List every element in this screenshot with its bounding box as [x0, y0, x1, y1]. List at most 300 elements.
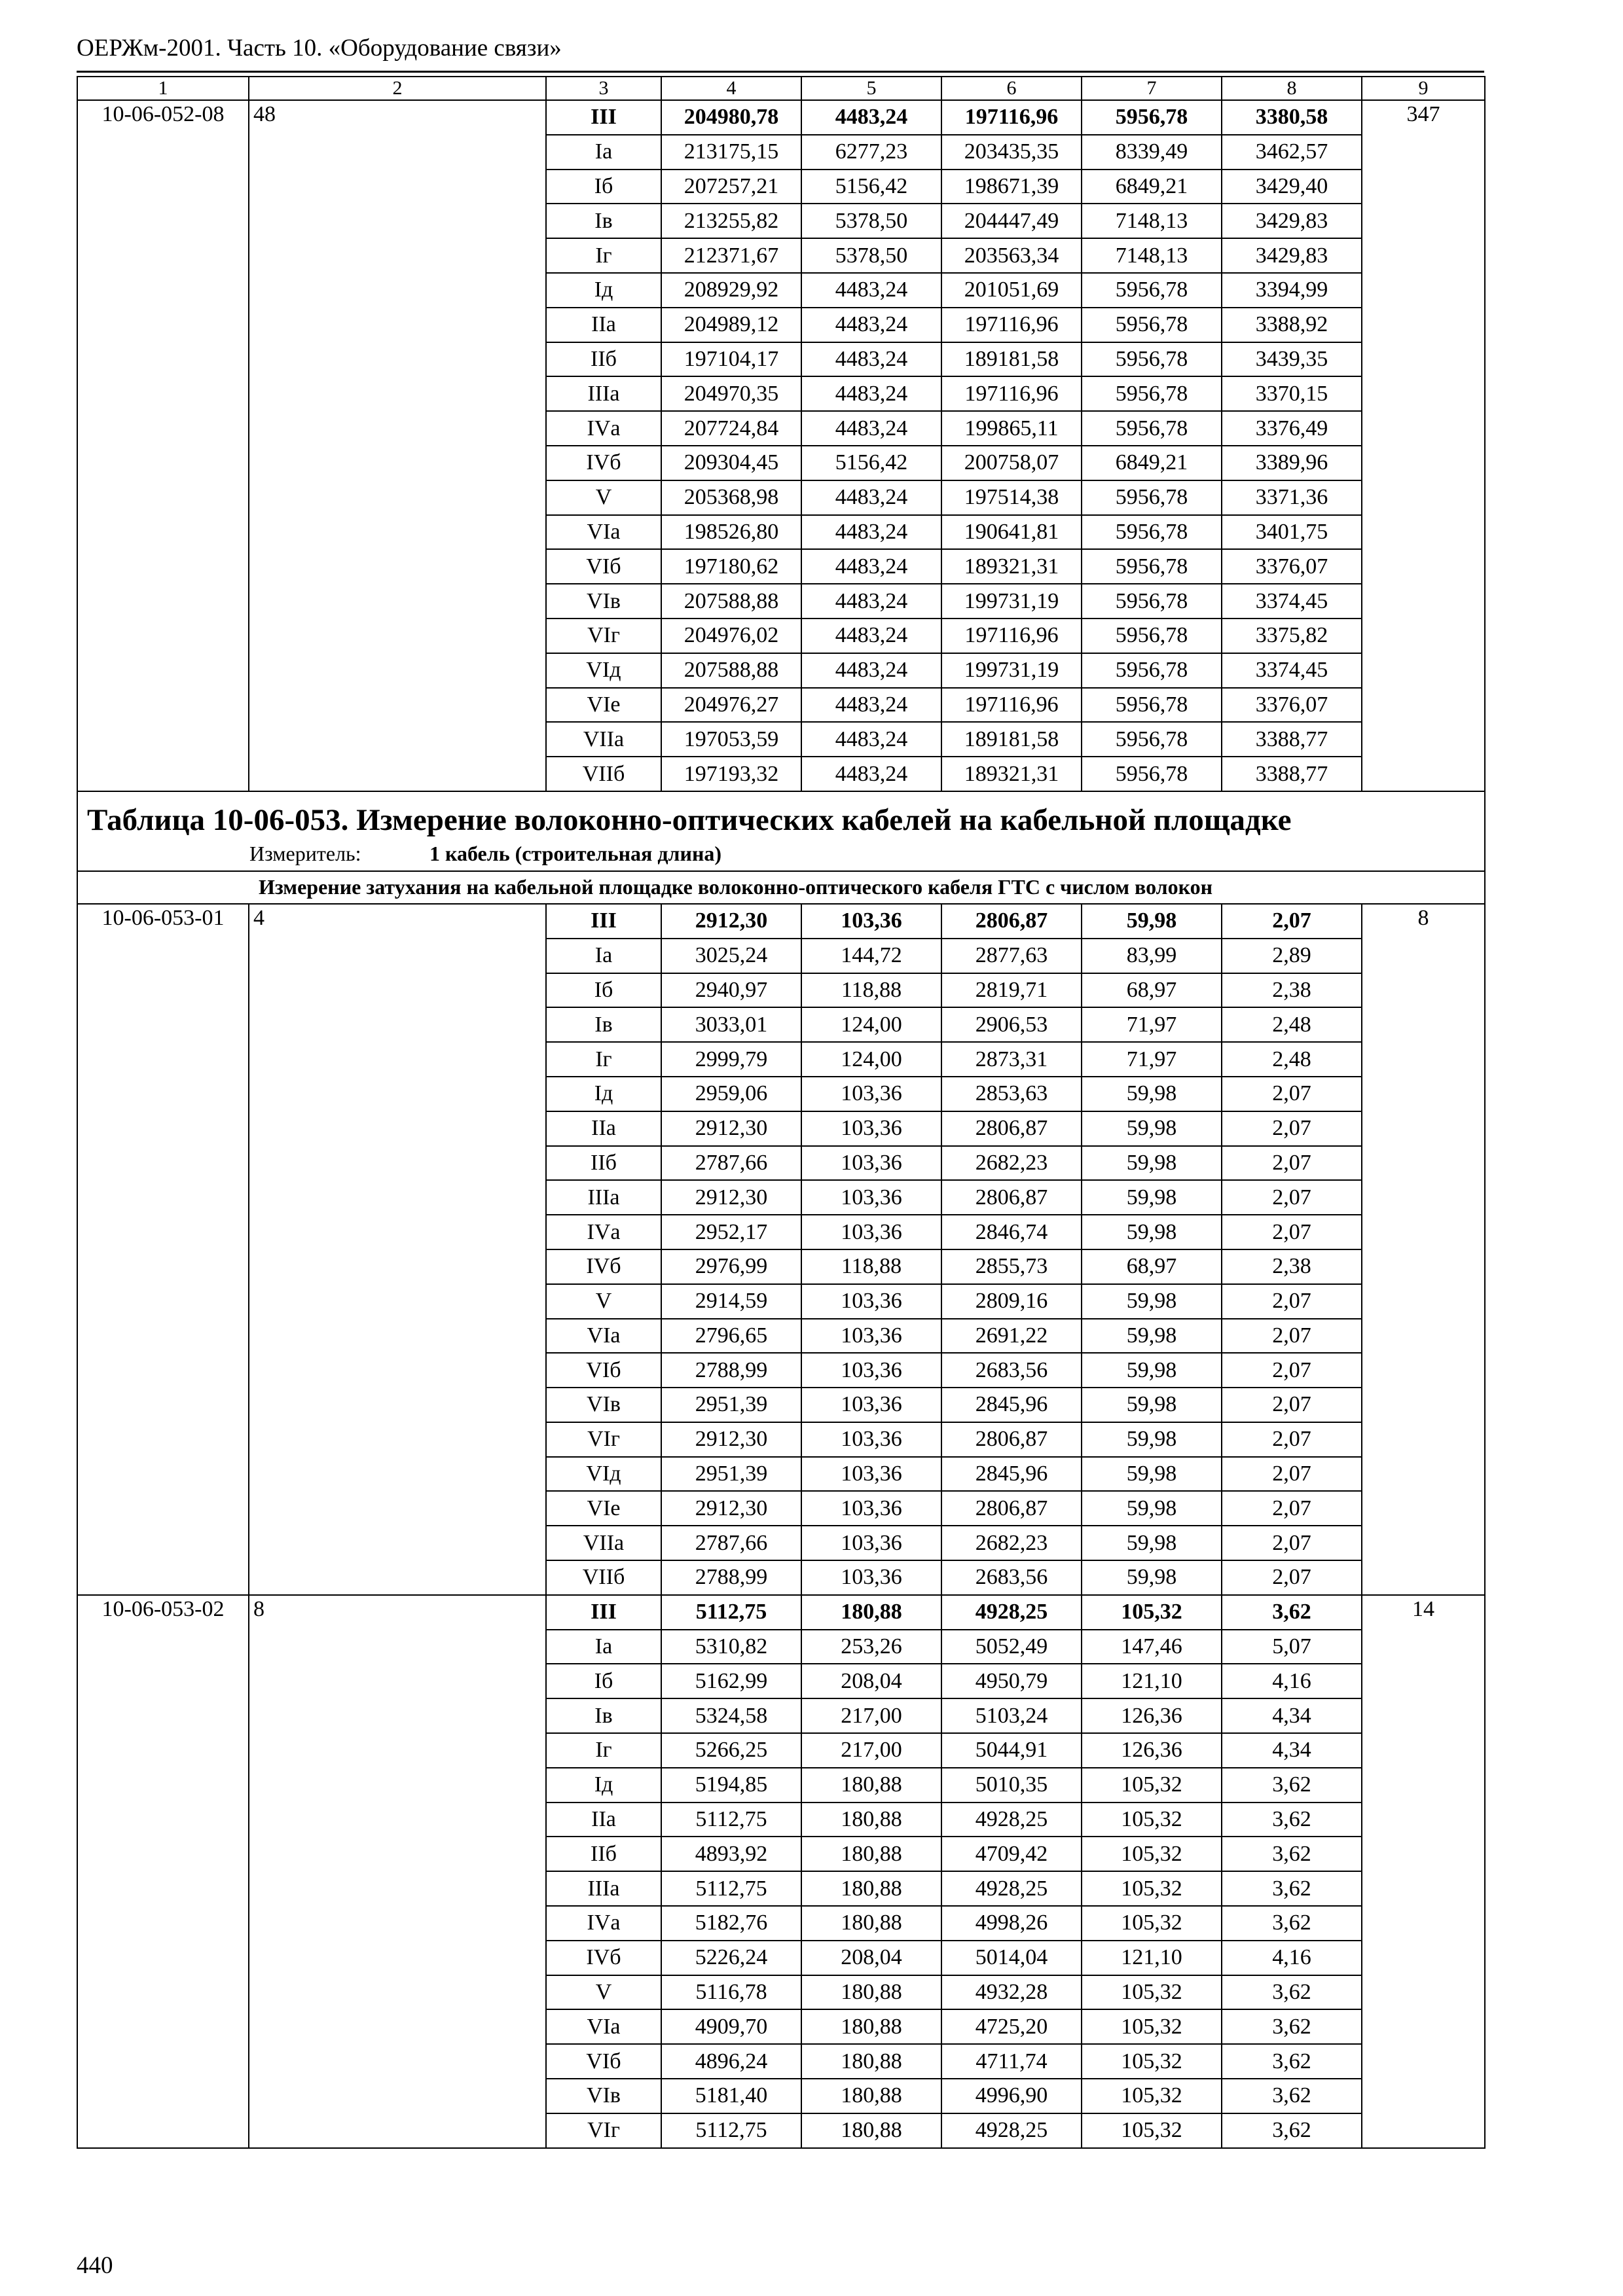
table-row — [77, 100, 1485, 135]
cost-value: 4928,25 — [941, 1595, 1082, 1630]
cost-value: 2,07 — [1222, 1284, 1362, 1319]
cost-value: 59,98 — [1082, 1284, 1222, 1319]
cost-value: 105,32 — [1082, 1837, 1222, 1871]
cost-value: 5044,91 — [941, 1733, 1082, 1768]
cost-value: 59,98 — [1082, 1077, 1222, 1111]
zone-code: VIв — [546, 2079, 661, 2113]
cost-value: 190641,81 — [941, 515, 1082, 550]
labor-value: 347 — [1362, 100, 1485, 791]
zone-code: VIIб — [546, 1560, 661, 1595]
cost-value: 103,36 — [801, 1560, 941, 1595]
cost-value: 2682,23 — [941, 1526, 1082, 1560]
cost-value: 2951,39 — [661, 1457, 801, 1492]
cost-value: 2806,87 — [941, 1422, 1082, 1457]
cost-value: 103,36 — [801, 1146, 941, 1181]
cost-value: 204447,49 — [941, 204, 1082, 238]
zone-code: Iа — [546, 939, 661, 973]
cost-value: 3462,57 — [1222, 135, 1362, 170]
cost-value: 6277,23 — [801, 135, 941, 170]
cost-value: 59,98 — [1082, 1526, 1222, 1560]
cost-value: 3429,83 — [1222, 238, 1362, 273]
labor-value: 8 — [1362, 904, 1485, 1595]
zone-code: VIг — [546, 1422, 661, 1457]
page-number: 440 — [77, 2252, 113, 2279]
cost-value: 205368,98 — [661, 480, 801, 515]
zone-code: IIIа — [546, 376, 661, 411]
cost-value: 3374,45 — [1222, 653, 1362, 688]
zone-code: Iа — [546, 135, 661, 170]
zone-code: III — [546, 904, 661, 939]
cost-value: 2,07 — [1222, 1560, 1362, 1595]
zone-code: Iд — [546, 273, 661, 308]
cost-value: 2,89 — [1222, 939, 1362, 973]
cost-value: 4483,24 — [801, 100, 941, 135]
cost-value: 5,07 — [1222, 1630, 1362, 1664]
cost-value: 197116,96 — [941, 100, 1082, 135]
cost-value: 4932,28 — [941, 1975, 1082, 2010]
cost-value: 212371,67 — [661, 238, 801, 273]
cost-value: 4483,24 — [801, 757, 941, 791]
cost-value: 68,97 — [1082, 1249, 1222, 1284]
cost-value: 3429,40 — [1222, 170, 1362, 204]
cost-value: 71,97 — [1082, 1007, 1222, 1042]
table-row — [77, 1595, 1485, 1630]
cost-value: 2,07 — [1222, 1491, 1362, 1526]
cost-value: 197116,96 — [941, 376, 1082, 411]
cost-value: 2940,97 — [661, 973, 801, 1008]
cost-value: 3,62 — [1222, 1837, 1362, 1871]
page-header: ОЕРЖм-2001. Часть 10. «Оборудование связи» — [77, 35, 562, 62]
cost-value: 2999,79 — [661, 1042, 801, 1077]
zone-code: Iв — [546, 1698, 661, 1733]
cost-value: 5324,58 — [661, 1698, 801, 1733]
cost-value: 2912,30 — [661, 904, 801, 939]
cost-value: 3376,49 — [1222, 411, 1362, 446]
column-number: 8 — [1222, 77, 1362, 100]
zone-code: IVб — [546, 1941, 661, 1975]
cost-value: 5182,76 — [661, 1906, 801, 1941]
column-number: 5 — [801, 77, 941, 100]
cost-value: 3388,77 — [1222, 757, 1362, 791]
zone-code: IIб — [546, 342, 661, 377]
cost-value: 2787,66 — [661, 1526, 801, 1560]
cost-value: 59,98 — [1082, 1422, 1222, 1457]
cost-value: 126,36 — [1082, 1698, 1222, 1733]
cost-value: 180,88 — [801, 1595, 941, 1630]
cost-value: 4483,24 — [801, 619, 941, 653]
cost-value: 180,88 — [801, 1906, 941, 1941]
zone-code: Iв — [546, 204, 661, 238]
cost-value: 5112,75 — [661, 1803, 801, 1837]
table-title-row — [77, 791, 1485, 838]
cost-value: 199731,19 — [941, 584, 1082, 619]
cost-value: 3371,36 — [1222, 480, 1362, 515]
cost-value: 5956,78 — [1082, 515, 1222, 550]
zone-code: IIа — [546, 308, 661, 342]
cost-value: 103,36 — [801, 1319, 941, 1354]
cost-value: 5956,78 — [1082, 100, 1222, 135]
cost-value: 5194,85 — [661, 1768, 801, 1803]
cost-value: 4896,24 — [661, 2044, 801, 2079]
cost-value: 199865,11 — [941, 411, 1082, 446]
section-subheading: Измерение затухания на кабельной площадке волоконно-оптического кабеля ГТС с числом волокон — [77, 871, 1485, 904]
cost-value: 4483,24 — [801, 549, 941, 584]
cost-value: 4709,42 — [941, 1837, 1082, 1871]
zone-code: VIе — [546, 1491, 661, 1526]
zone-code: VIа — [546, 2009, 661, 2044]
cost-value: 5378,50 — [801, 204, 941, 238]
cost-value: 59,98 — [1082, 1180, 1222, 1215]
cost-value: 118,88 — [801, 1249, 941, 1284]
cost-value: 59,98 — [1082, 1491, 1222, 1526]
cost-value: 124,00 — [801, 1007, 941, 1042]
cost-value: 3,62 — [1222, 2009, 1362, 2044]
cost-value: 189321,31 — [941, 757, 1082, 791]
zone-code: VIа — [546, 515, 661, 550]
cost-value: 2683,56 — [941, 1560, 1082, 1595]
cost-value: 103,36 — [801, 1526, 941, 1560]
cost-value: 2,07 — [1222, 1319, 1362, 1354]
cost-value: 201051,69 — [941, 273, 1082, 308]
cost-value: 5112,75 — [661, 1871, 801, 1906]
zone-code: VIа — [546, 1319, 661, 1354]
cost-value: 105,32 — [1082, 2113, 1222, 2148]
cost-value: 147,46 — [1082, 1630, 1222, 1664]
cost-value: 3389,96 — [1222, 446, 1362, 480]
rates-table-body — [77, 77, 1485, 2148]
cost-value: 3394,99 — [1222, 273, 1362, 308]
cost-value: 5014,04 — [941, 1941, 1082, 1975]
cost-value: 2912,30 — [661, 1111, 801, 1146]
cost-value: 189181,58 — [941, 342, 1082, 377]
cost-value: 59,98 — [1082, 1388, 1222, 1422]
cost-value: 4893,92 — [661, 1837, 801, 1871]
zone-code: VIг — [546, 2113, 661, 2148]
zone-code: VIв — [546, 584, 661, 619]
cost-value: 121,10 — [1082, 1664, 1222, 1698]
cost-value: 2976,99 — [661, 1249, 801, 1284]
cost-value: 3401,75 — [1222, 515, 1362, 550]
cost-value: 2,07 — [1222, 1111, 1362, 1146]
cost-value: 4,16 — [1222, 1664, 1362, 1698]
zone-code: VIв — [546, 1388, 661, 1422]
cost-value: 59,98 — [1082, 1215, 1222, 1249]
cost-value: 2,48 — [1222, 1042, 1362, 1077]
cost-value: 5112,75 — [661, 1595, 801, 1630]
cost-value: 2912,30 — [661, 1491, 801, 1526]
cost-value: 2845,96 — [941, 1457, 1082, 1492]
cost-value: 208929,92 — [661, 273, 801, 308]
cost-value: 2682,23 — [941, 1146, 1082, 1181]
cost-value: 204989,12 — [661, 308, 801, 342]
cost-value: 4928,25 — [941, 1871, 1082, 1906]
cost-value: 204980,78 — [661, 100, 801, 135]
cost-value: 59,98 — [1082, 1457, 1222, 1492]
cost-value: 5956,78 — [1082, 722, 1222, 757]
cost-value: 103,36 — [801, 904, 941, 939]
zone-code: Iд — [546, 1077, 661, 1111]
cost-value: 199731,19 — [941, 653, 1082, 688]
zone-code: IIб — [546, 1146, 661, 1181]
subheading-row — [77, 871, 1485, 904]
cost-value: 4483,24 — [801, 411, 941, 446]
cost-value: 2,07 — [1222, 904, 1362, 939]
cost-value: 2912,30 — [661, 1422, 801, 1457]
cost-value: 103,36 — [801, 1077, 941, 1111]
zone-code: Iд — [546, 1768, 661, 1803]
cost-value: 2906,53 — [941, 1007, 1082, 1042]
cost-value: 3375,82 — [1222, 619, 1362, 653]
labor-value: 14 — [1362, 1595, 1485, 2148]
cost-value: 59,98 — [1082, 1319, 1222, 1354]
cost-value: 3,62 — [1222, 1871, 1362, 1906]
zone-code: IIIа — [546, 1871, 661, 1906]
zone-code: IIа — [546, 1803, 661, 1837]
cost-value: 103,36 — [801, 1284, 941, 1319]
cost-value: 5956,78 — [1082, 549, 1222, 584]
cost-value: 5266,25 — [661, 1733, 801, 1768]
cost-value: 2855,73 — [941, 1249, 1082, 1284]
cost-value: 189321,31 — [941, 549, 1082, 584]
cost-value: 4950,79 — [941, 1664, 1082, 1698]
cost-value: 217,00 — [801, 1698, 941, 1733]
cost-value: 144,72 — [801, 939, 941, 973]
cost-value: 105,32 — [1082, 2079, 1222, 2113]
cost-value: 197053,59 — [661, 722, 801, 757]
cost-value: 204976,27 — [661, 688, 801, 723]
cost-value: 105,32 — [1082, 1595, 1222, 1630]
zone-code: IVа — [546, 1906, 661, 1941]
cost-value: 2952,17 — [661, 1215, 801, 1249]
fiber-count: 8 — [249, 1595, 546, 2148]
cost-value: 197193,32 — [661, 757, 801, 791]
cost-value: 2691,22 — [941, 1319, 1082, 1354]
fiber-count: 48 — [249, 100, 546, 791]
cost-value: 3,62 — [1222, 1768, 1362, 1803]
zone-code: VIб — [546, 1353, 661, 1388]
table-title: Таблица 10-06-053. Измерение волоконно-оптических кабелей на кабельной площадке — [77, 791, 1485, 838]
cost-value: 103,36 — [801, 1180, 941, 1215]
cost-value: 2787,66 — [661, 1146, 801, 1181]
cost-value: 7148,13 — [1082, 238, 1222, 273]
cost-value: 5956,78 — [1082, 342, 1222, 377]
cost-value: 5162,99 — [661, 1664, 801, 1698]
cost-value: 4483,24 — [801, 342, 941, 377]
cost-value: 180,88 — [801, 2044, 941, 2079]
cost-value: 4483,24 — [801, 273, 941, 308]
meter-label: Измеритель: — [249, 842, 361, 866]
cost-value: 2683,56 — [941, 1353, 1082, 1388]
cost-value: 209304,45 — [661, 446, 801, 480]
cost-value: 5956,78 — [1082, 308, 1222, 342]
cost-value: 207588,88 — [661, 584, 801, 619]
cost-value: 4996,90 — [941, 2079, 1082, 2113]
cost-value: 207588,88 — [661, 653, 801, 688]
cost-value: 4,34 — [1222, 1698, 1362, 1733]
zone-code: VIIа — [546, 1526, 661, 1560]
cost-value: 5956,78 — [1082, 757, 1222, 791]
cost-value: 198671,39 — [941, 170, 1082, 204]
cost-value: 5156,42 — [801, 170, 941, 204]
cost-value: 5156,42 — [801, 446, 941, 480]
cost-value: 5956,78 — [1082, 653, 1222, 688]
cost-value: 2951,39 — [661, 1388, 801, 1422]
cost-value: 5378,50 — [801, 238, 941, 273]
cost-value: 5103,24 — [941, 1698, 1082, 1733]
cost-value: 3370,15 — [1222, 376, 1362, 411]
cost-value: 2959,06 — [661, 1077, 801, 1111]
cost-value: 197116,96 — [941, 308, 1082, 342]
zone-code: V — [546, 1284, 661, 1319]
cost-value: 4483,24 — [801, 480, 941, 515]
cost-value: 71,97 — [1082, 1042, 1222, 1077]
cost-value: 5956,78 — [1082, 273, 1222, 308]
cost-value: 103,36 — [801, 1457, 941, 1492]
cost-value: 2912,30 — [661, 1180, 801, 1215]
column-number: 1 — [77, 77, 249, 100]
rates-table — [77, 76, 1486, 2149]
cost-value: 2806,87 — [941, 1180, 1082, 1215]
zone-code: III — [546, 1595, 661, 1630]
cost-value: 2819,71 — [941, 973, 1082, 1008]
cost-value: 2806,87 — [941, 904, 1082, 939]
zone-code: IIб — [546, 1837, 661, 1871]
cost-value: 2,07 — [1222, 1422, 1362, 1457]
zone-code: IVа — [546, 1215, 661, 1249]
zone-code: VIIб — [546, 757, 661, 791]
cost-value: 105,32 — [1082, 1803, 1222, 1837]
cost-value: 5956,78 — [1082, 376, 1222, 411]
cost-value: 4909,70 — [661, 2009, 801, 2044]
cost-value: 197180,62 — [661, 549, 801, 584]
cost-value: 105,32 — [1082, 2044, 1222, 2079]
zone-code: VIг — [546, 619, 661, 653]
cost-value: 5052,49 — [941, 1630, 1082, 1664]
zone-code: IIIа — [546, 1180, 661, 1215]
cost-value: 197104,17 — [661, 342, 801, 377]
cost-value: 180,88 — [801, 1871, 941, 1906]
zone-code: Iв — [546, 1007, 661, 1042]
cost-value: 4483,24 — [801, 584, 941, 619]
zone-code: Iб — [546, 1664, 661, 1698]
cost-value: 8339,49 — [1082, 135, 1222, 170]
zone-code: VIб — [546, 549, 661, 584]
zone-code: III — [546, 100, 661, 135]
cost-value: 4483,24 — [801, 653, 941, 688]
column-number: 6 — [941, 77, 1082, 100]
cost-value: 4725,20 — [941, 2009, 1082, 2044]
zone-code: Iб — [546, 973, 661, 1008]
cost-value: 68,97 — [1082, 973, 1222, 1008]
cost-value: 2809,16 — [941, 1284, 1082, 1319]
cost-value: 208,04 — [801, 1664, 941, 1698]
cost-value: 4,16 — [1222, 1941, 1362, 1975]
cost-value: 4483,24 — [801, 722, 941, 757]
cost-value: 59,98 — [1082, 1146, 1222, 1181]
cost-value: 189181,58 — [941, 722, 1082, 757]
column-number: 2 — [249, 77, 546, 100]
cost-value: 3,62 — [1222, 1906, 1362, 1941]
cost-value: 3033,01 — [661, 1007, 801, 1042]
cost-value: 5116,78 — [661, 1975, 801, 2010]
cost-value: 5112,75 — [661, 2113, 801, 2148]
cost-value: 2,48 — [1222, 1007, 1362, 1042]
zone-code: Iа — [546, 1630, 661, 1664]
cost-value: 124,00 — [801, 1042, 941, 1077]
cost-value: 5956,78 — [1082, 619, 1222, 653]
cost-value: 118,88 — [801, 973, 941, 1008]
cost-value: 2845,96 — [941, 1388, 1082, 1422]
cost-value: 2806,87 — [941, 1491, 1082, 1526]
cost-value: 213175,15 — [661, 135, 801, 170]
cost-value: 3388,77 — [1222, 722, 1362, 757]
cost-value: 217,00 — [801, 1733, 941, 1768]
cost-value: 204970,35 — [661, 376, 801, 411]
cost-value: 5310,82 — [661, 1630, 801, 1664]
cost-value: 6849,21 — [1082, 170, 1222, 204]
cost-value: 3380,58 — [1222, 100, 1362, 135]
cost-value: 5956,78 — [1082, 480, 1222, 515]
cost-value: 180,88 — [801, 2009, 941, 2044]
cost-value: 83,99 — [1082, 939, 1222, 973]
cost-value: 59,98 — [1082, 1111, 1222, 1146]
zone-code: IVб — [546, 446, 661, 480]
zone-code: IVа — [546, 411, 661, 446]
cost-value: 2,07 — [1222, 1215, 1362, 1249]
cost-value: 105,32 — [1082, 1871, 1222, 1906]
cost-value: 3,62 — [1222, 2079, 1362, 2113]
cost-value: 7148,13 — [1082, 204, 1222, 238]
zone-code: Iг — [546, 1733, 661, 1768]
rate-code: 10-06-053-01 — [77, 904, 249, 1595]
cost-value: 2,07 — [1222, 1526, 1362, 1560]
cost-value: 3,62 — [1222, 2044, 1362, 2079]
meter-value: 1 кабель (строительная длина) — [429, 842, 722, 866]
cost-value: 2788,99 — [661, 1560, 801, 1595]
zone-code: VIIа — [546, 722, 661, 757]
column-number-row — [77, 77, 1485, 100]
cost-value: 180,88 — [801, 1975, 941, 2010]
cost-value: 103,36 — [801, 1353, 941, 1388]
table-row — [77, 904, 1485, 939]
cost-value: 198526,80 — [661, 515, 801, 550]
cost-value: 2806,87 — [941, 1111, 1082, 1146]
cost-value: 4483,24 — [801, 688, 941, 723]
zone-code: VIд — [546, 653, 661, 688]
column-number: 7 — [1082, 77, 1222, 100]
cost-value: 2,07 — [1222, 1077, 1362, 1111]
cost-value: 105,32 — [1082, 1906, 1222, 1941]
cost-value: 2,07 — [1222, 1353, 1362, 1388]
cost-value: 3,62 — [1222, 1975, 1362, 2010]
cost-value: 204976,02 — [661, 619, 801, 653]
cost-value: 59,98 — [1082, 1560, 1222, 1595]
cost-value: 103,36 — [801, 1111, 941, 1146]
cost-value: 4711,74 — [941, 2044, 1082, 2079]
cost-value: 197514,38 — [941, 480, 1082, 515]
meter-cell — [77, 838, 1485, 871]
cost-value: 121,10 — [1082, 1941, 1222, 1975]
cost-value: 4998,26 — [941, 1906, 1082, 1941]
cost-value: 2,38 — [1222, 1249, 1362, 1284]
cost-value: 180,88 — [801, 1803, 941, 1837]
cost-value: 5956,78 — [1082, 411, 1222, 446]
cost-value: 126,36 — [1082, 1733, 1222, 1768]
cost-value: 180,88 — [801, 2079, 941, 2113]
zone-code: Iг — [546, 238, 661, 273]
cost-value: 5956,78 — [1082, 688, 1222, 723]
zone-code: Iб — [546, 170, 661, 204]
